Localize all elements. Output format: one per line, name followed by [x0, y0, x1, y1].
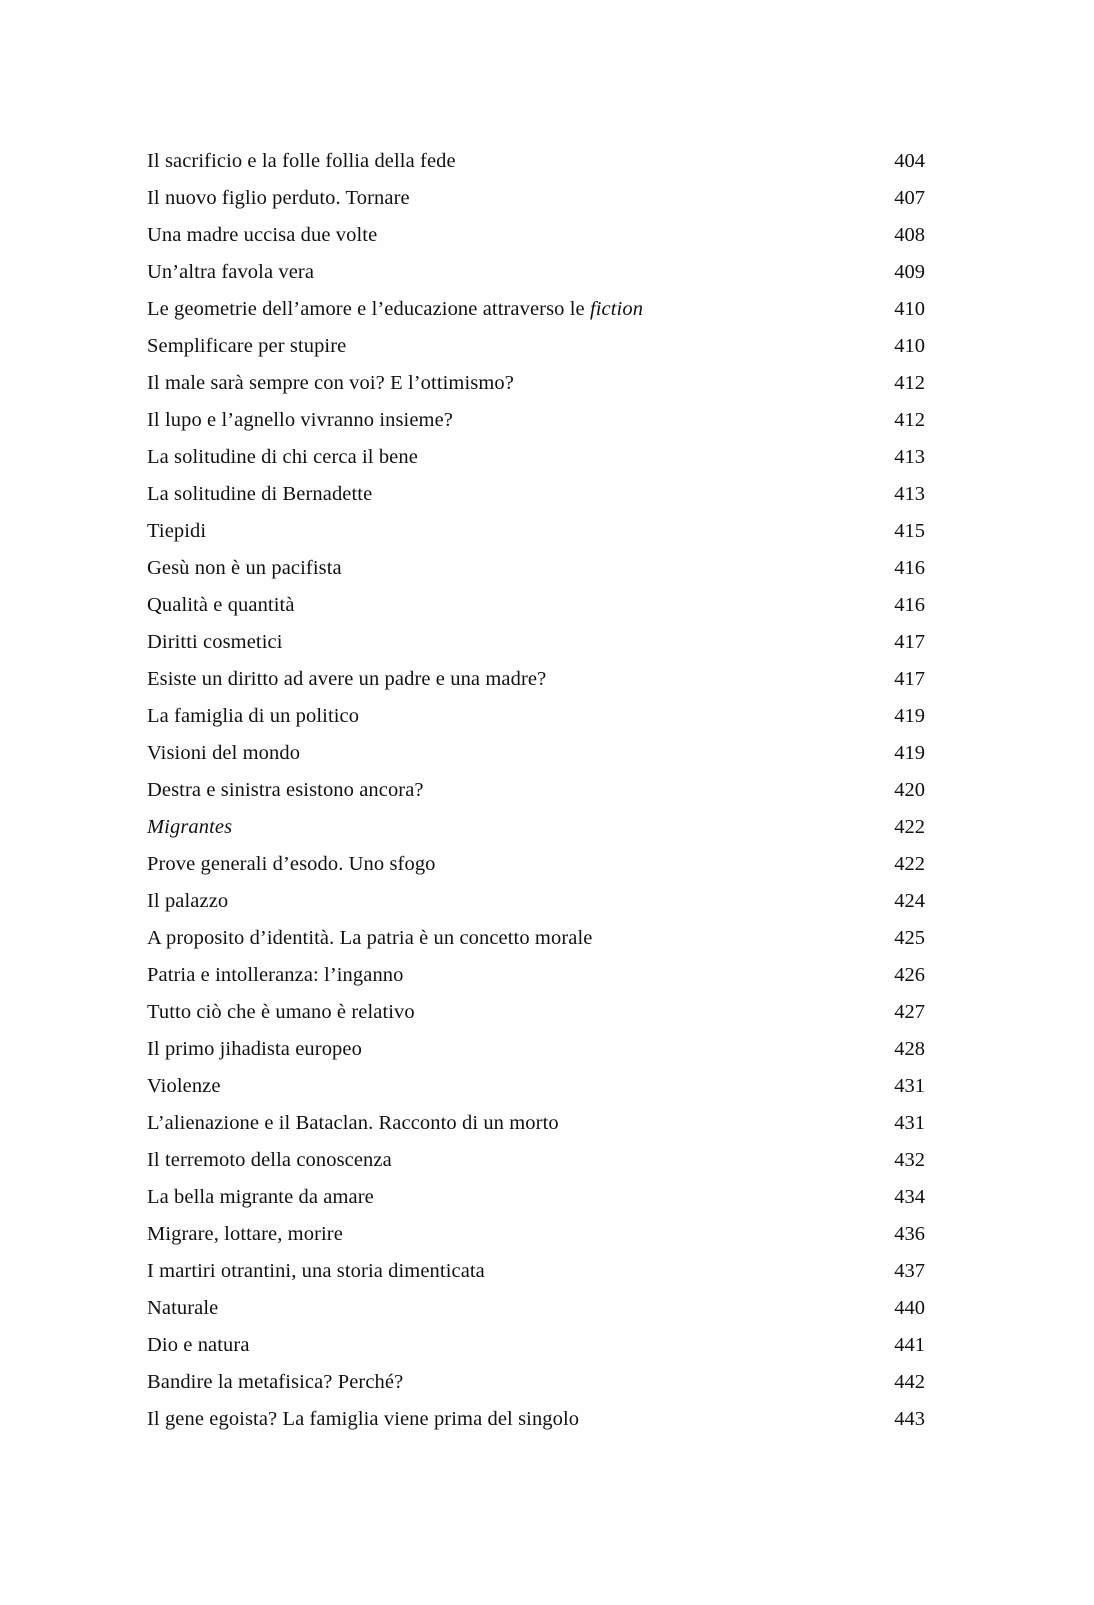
toc-entry[interactable]	[147, 217, 925, 254]
table-of-contents-list	[147, 143, 925, 1438]
toc-entry[interactable]	[147, 1364, 925, 1401]
toc-entry[interactable]	[147, 920, 925, 957]
toc-entry[interactable]	[147, 1142, 925, 1179]
toc-entry-title: Migrantes	[147, 816, 233, 838]
toc-entry-title: La solitudine di chi cerca il bene	[147, 446, 418, 468]
toc-entry-page-number: 413	[894, 483, 925, 505]
toc-entry-page-number: 410	[894, 298, 925, 320]
toc-entry-page-number: 408	[894, 224, 925, 246]
toc-entry[interactable]	[147, 439, 925, 476]
toc-entry-page-number: 409	[894, 261, 925, 283]
toc-entry-title: Il lupo e l’agnello vivranno insieme?	[147, 409, 453, 431]
toc-entry[interactable]	[147, 402, 925, 439]
toc-entry-page-number: 443	[894, 1408, 925, 1430]
toc-entry-page-number: 424	[894, 890, 925, 912]
toc-entry-title: Dio e natura	[147, 1334, 250, 1356]
toc-entry-page-number: 416	[894, 557, 925, 579]
toc-entry-page-number: 419	[894, 705, 925, 727]
toc-entry-page-number: 434	[894, 1186, 925, 1208]
toc-entry[interactable]	[147, 587, 925, 624]
toc-entry[interactable]	[147, 550, 925, 587]
toc-entry[interactable]	[147, 1179, 925, 1216]
toc-entry[interactable]	[147, 772, 925, 809]
toc-entry-page-number: 427	[894, 1001, 925, 1023]
toc-entry-title: Naturale	[147, 1297, 219, 1319]
toc-entry[interactable]	[147, 143, 925, 180]
toc-entry[interactable]	[147, 1253, 925, 1290]
toc-entry-title-italic-part: fiction	[589, 298, 644, 320]
toc-entry-title: Il primo jihadista europeo	[147, 1038, 362, 1060]
toc-entry[interactable]	[147, 1031, 925, 1068]
toc-entry-page-number: 420	[894, 779, 925, 801]
toc-entry-page-number: 419	[894, 742, 925, 764]
toc-entry-title: Il palazzo	[147, 890, 229, 912]
toc-entry-title: I martiri otrantini, una storia dimenticata	[147, 1260, 485, 1282]
toc-entry-title: Esiste un diritto ad avere un padre e una madre?	[147, 668, 547, 690]
toc-entry-page-number: 416	[894, 594, 925, 616]
toc-entry-page-number: 437	[894, 1260, 925, 1282]
toc-entry-title: Il male sarà sempre con voi? E l’ottimismo?	[147, 372, 514, 394]
toc-entry-title: Migrare, lottare, morire	[147, 1223, 343, 1245]
toc-entry[interactable]	[147, 624, 925, 661]
toc-entry[interactable]	[147, 1401, 925, 1438]
toc-entry-page-number: 441	[894, 1334, 925, 1356]
toc-entry-title: A proposito d’identità. La patria è un concetto morale	[147, 927, 593, 949]
toc-entry-page-number: 431	[894, 1112, 925, 1134]
toc-entry[interactable]	[147, 846, 925, 883]
toc-entry-page-number: 422	[894, 853, 925, 875]
toc-entry[interactable]	[147, 1327, 925, 1364]
toc-entry[interactable]	[147, 957, 925, 994]
toc-entry[interactable]	[147, 698, 925, 735]
toc-entry-page-number: 442	[894, 1371, 925, 1393]
toc-entry[interactable]	[147, 735, 925, 772]
toc-entry-title: Violenze	[147, 1075, 221, 1097]
toc-entry-title: Tiepidi	[147, 520, 207, 542]
toc-entry-page-number: 428	[894, 1038, 925, 1060]
toc-entry[interactable]	[147, 328, 925, 365]
toc-entry-title: La solitudine di Bernadette	[147, 483, 373, 505]
toc-entry-title: Il sacrificio e la folle follia della fede	[147, 150, 456, 172]
toc-entry-page-number: 426	[894, 964, 925, 986]
toc-entry-title: Destra e sinistra esistono ancora?	[147, 779, 424, 801]
toc-entry-title: Semplificare per stupire	[147, 335, 347, 357]
toc-entry-page-number: 417	[894, 631, 925, 653]
toc-entry[interactable]	[147, 661, 925, 698]
toc-entry-page-number: 413	[894, 446, 925, 468]
toc-entry-title: Il gene egoista? La famiglia viene prima del singolo	[147, 1408, 580, 1430]
toc-entry-title: La famiglia di un politico	[147, 705, 360, 727]
toc-entry[interactable]	[147, 1216, 925, 1253]
toc-entry-title: Una madre uccisa due volte	[147, 224, 378, 246]
toc-entry[interactable]	[147, 476, 925, 513]
toc-entry-page-number: 410	[894, 335, 925, 357]
toc-entry[interactable]	[147, 180, 925, 217]
toc-entry-title: Qualità e quantità	[147, 594, 295, 616]
toc-entry-page-number: 404	[894, 150, 925, 172]
toc-entry-page-number: 432	[894, 1149, 925, 1171]
toc-entry-title: Gesù non è un pacifista	[147, 557, 342, 579]
toc-entry-page-number: 422	[894, 816, 925, 838]
toc-entry-title: Il nuovo figlio perduto. Tornare	[147, 187, 410, 209]
toc-entry[interactable]	[147, 994, 925, 1031]
toc-entry-title: Patria e intolleranza: l’inganno	[147, 964, 404, 986]
toc-entry-page-number: 407	[894, 187, 925, 209]
toc-entry[interactable]	[147, 1290, 925, 1327]
toc-entry-page-number: 412	[894, 409, 925, 431]
toc-entry[interactable]	[147, 254, 925, 291]
toc-entry-title: Il terremoto della conoscenza	[147, 1149, 392, 1171]
toc-entry-page-number: 412	[894, 372, 925, 394]
toc-entry[interactable]	[147, 1105, 925, 1142]
toc-entry-title: La bella migrante da amare	[147, 1186, 374, 1208]
toc-entry-title: Un’altra favola vera	[147, 261, 315, 283]
toc-entry-page-number: 431	[894, 1075, 925, 1097]
toc-entry[interactable]	[147, 883, 925, 920]
toc-entry-title: Bandire la metafisica? Perché?	[147, 1371, 404, 1393]
toc-entry-title: Diritti cosmetici	[147, 631, 283, 653]
toc-entry-title: Tutto ciò che è umano è relativo	[147, 1001, 415, 1023]
toc-entry-page-number: 425	[894, 927, 925, 949]
toc-entry-title: Le geometrie dell’amore e l’educazione attraverso le	[147, 298, 590, 320]
toc-entry-page-number: 415	[894, 520, 925, 542]
toc-entry[interactable]	[147, 291, 925, 328]
toc-entry-page-number: 436	[894, 1223, 925, 1245]
toc-entry-title: L’alienazione e il Bataclan. Racconto di un morto	[147, 1112, 559, 1134]
toc-entry-title: Visioni del mondo	[147, 742, 301, 764]
toc-entry[interactable]	[147, 365, 925, 402]
toc-entry-title-wrap	[147, 291, 643, 328]
toc-entry[interactable]	[147, 513, 925, 550]
toc-entry-page-number: 440	[894, 1297, 925, 1319]
toc-entry-title: Prove generali d’esodo. Uno sfogo	[147, 853, 436, 875]
toc-entry[interactable]	[147, 809, 925, 846]
toc-entry-page-number: 417	[894, 668, 925, 690]
toc-entry[interactable]	[147, 1068, 925, 1105]
